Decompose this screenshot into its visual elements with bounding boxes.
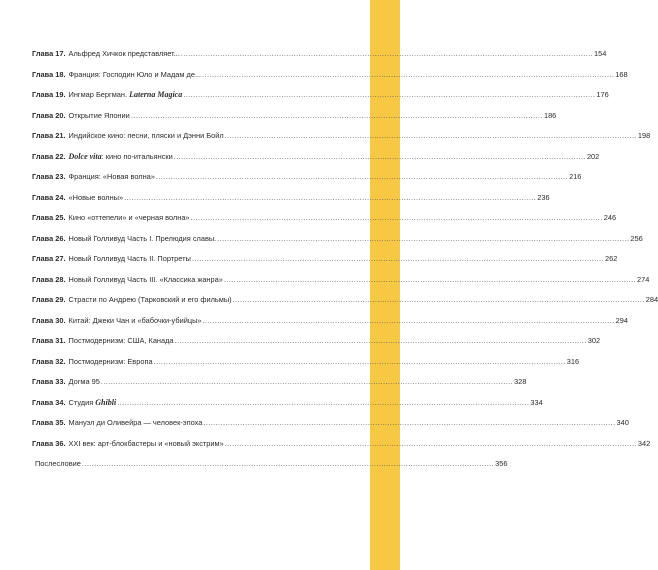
chapter-title-text: Кино «оттепели» и «черная волна» bbox=[68, 213, 190, 222]
chapter-title-text: Страсти по Андрею (Тарковский и его фильмы) bbox=[68, 295, 232, 304]
dot-leader bbox=[224, 275, 636, 284]
chapter-title-text: Ингмар Бергман. bbox=[68, 90, 128, 99]
chapter-title-text: Мануэл ди Оливейра — человек-эпоха bbox=[68, 418, 203, 427]
chapter-title bbox=[69, 70, 202, 79]
chapter-title bbox=[69, 193, 124, 202]
page-number: 262 bbox=[605, 254, 618, 263]
chapter-number: Глава 27. bbox=[32, 254, 66, 263]
page-number: 274 bbox=[637, 274, 650, 284]
chapter-number: Глава 22. bbox=[32, 151, 66, 161]
chapter-title bbox=[69, 336, 174, 345]
chapter-title-emphasis: Laterna Magica bbox=[129, 90, 183, 99]
chapter-title bbox=[69, 234, 217, 243]
chapter-title bbox=[69, 131, 224, 140]
chapter-title-text: «Новые волны» bbox=[68, 192, 124, 202]
toc-entry[interactable] bbox=[32, 254, 618, 275]
chapter-title bbox=[69, 152, 173, 161]
page-number: 328 bbox=[514, 377, 527, 386]
dot-leader bbox=[131, 111, 543, 120]
toc-entry[interactable] bbox=[32, 397, 543, 419]
chapter-number: Глава 32. bbox=[32, 356, 66, 366]
chapter-number: Глава 20. bbox=[32, 110, 66, 120]
page-number: 356 bbox=[495, 459, 508, 468]
dot-leader bbox=[225, 439, 637, 448]
chapter-title-text: Новый Голливуд Часть III. «Классика жанра» bbox=[68, 274, 223, 284]
dot-leader bbox=[217, 234, 629, 243]
chapter-number: Глава 24. bbox=[32, 192, 66, 202]
chapter-number: Глава 35. bbox=[32, 418, 66, 427]
toc-entry[interactable] bbox=[32, 90, 609, 111]
dot-leader bbox=[174, 152, 586, 161]
dot-leader bbox=[181, 49, 593, 58]
chapter-title-text: Догма 95 bbox=[68, 377, 100, 386]
dot-leader bbox=[82, 459, 494, 468]
toc-entry[interactable] bbox=[32, 315, 629, 337]
chapter-number: Глава 34. bbox=[32, 397, 66, 407]
dot-leader bbox=[225, 131, 637, 140]
chapter-title bbox=[69, 398, 117, 407]
dot-leader bbox=[233, 295, 645, 304]
chapter-number: Глава 29. bbox=[32, 295, 66, 304]
toc-entry[interactable] bbox=[32, 336, 601, 357]
chapter-title-emphasis: Ghibli bbox=[95, 397, 117, 407]
page-number: 186 bbox=[543, 110, 557, 120]
page-number: 154 bbox=[594, 49, 607, 58]
chapter-number: Глава 28. bbox=[32, 274, 66, 284]
toc-entry[interactable] bbox=[32, 377, 527, 398]
side-color-strip bbox=[370, 0, 400, 570]
chapter-title-text: Постмодернизм: Европа bbox=[68, 356, 153, 366]
chapter-title-text: Студия bbox=[68, 397, 94, 407]
chapter-title-text: Франция: Господин Юло и Мадам де... bbox=[68, 69, 202, 79]
page-number: 176 bbox=[596, 90, 609, 99]
toc-entry[interactable] bbox=[32, 213, 617, 234]
page-number: 168 bbox=[615, 69, 628, 79]
chapter-number: Глава 23. bbox=[32, 172, 66, 181]
dot-leader bbox=[101, 377, 513, 386]
dot-leader bbox=[203, 418, 615, 427]
dot-leader bbox=[183, 90, 595, 99]
chapter-title-tail: : кино по-итальянски bbox=[101, 151, 173, 161]
toc-entry[interactable] bbox=[32, 49, 607, 70]
chapter-title bbox=[69, 295, 232, 304]
chapter-title-text: XXI век: арт-блокбастеры и «новый экстрим» bbox=[68, 438, 224, 448]
chapter-title bbox=[69, 90, 183, 99]
page-number: 342 bbox=[637, 438, 651, 448]
dot-leader bbox=[202, 70, 614, 79]
chapter-title-text: Новый Голливуд Часть II. Портреты bbox=[68, 254, 191, 263]
dot-leader bbox=[124, 193, 536, 202]
table-of-contents bbox=[32, 49, 658, 480]
dot-leader bbox=[203, 316, 615, 325]
page-number: 284 bbox=[645, 295, 658, 304]
page-number: 198 bbox=[637, 131, 651, 140]
chapter-title bbox=[69, 213, 190, 222]
chapter-title-text: Франция: «Новая волна» bbox=[68, 172, 155, 181]
chapter-number: Глава 30. bbox=[32, 315, 66, 325]
chapter-number: Глава 26. bbox=[32, 233, 66, 243]
toc-entry[interactable] bbox=[32, 274, 650, 296]
dot-leader bbox=[154, 357, 566, 366]
page-number: 334 bbox=[530, 397, 543, 407]
toc-entry[interactable] bbox=[32, 233, 643, 255]
chapter-title-text: Постмодернизм: США, Канада bbox=[68, 336, 174, 345]
toc-entry[interactable] bbox=[32, 172, 582, 193]
chapter-title bbox=[69, 439, 224, 448]
page-number: 294 bbox=[615, 315, 629, 325]
dot-leader bbox=[191, 213, 603, 222]
chapter-title bbox=[69, 357, 153, 366]
dot-leader bbox=[175, 336, 587, 345]
chapter-title-text: Альфред Хичкок представляет... bbox=[68, 49, 180, 58]
toc-entry[interactable] bbox=[32, 69, 628, 91]
page-number: 202 bbox=[586, 151, 600, 161]
dot-leader bbox=[156, 172, 568, 181]
page-number: 316 bbox=[566, 356, 580, 366]
page-number: 216 bbox=[569, 172, 582, 181]
toc-entry[interactable] bbox=[32, 418, 629, 439]
chapter-number: Глава 25. bbox=[32, 213, 66, 222]
chapter-number: Глава 19. bbox=[32, 90, 66, 99]
toc-entry[interactable] bbox=[32, 438, 651, 460]
chapter-number: Глава 18. bbox=[32, 69, 66, 79]
chapter-number: Глава 36. bbox=[32, 438, 66, 448]
chapter-title-text: Новый Голливуд Часть I. Прелюдия славы. bbox=[68, 233, 217, 243]
dot-leader bbox=[192, 254, 604, 263]
chapter-title bbox=[35, 459, 81, 468]
chapter-number: Глава 21. bbox=[32, 131, 66, 140]
chapter-title-text: Открытие Японии bbox=[68, 110, 130, 120]
page-number: 236 bbox=[537, 192, 550, 202]
page-number: 256 bbox=[630, 233, 643, 243]
chapter-title-text: Индийское кино: песни, пляски и Дэнни Бойл bbox=[68, 131, 224, 140]
toc-entry[interactable] bbox=[32, 459, 508, 480]
page-number: 246 bbox=[603, 213, 617, 222]
page-number: 302 bbox=[587, 336, 601, 345]
chapter-number: Глава 33. bbox=[32, 377, 66, 386]
chapter-title-text: Китай: Джеки Чан и «бабочки-убийцы» bbox=[68, 315, 202, 325]
chapter-title bbox=[69, 275, 223, 284]
chapter-number: Глава 17. bbox=[32, 49, 66, 58]
dot-leader bbox=[117, 398, 529, 407]
toc-entry[interactable] bbox=[32, 295, 658, 316]
chapter-title-emphasis: Dolce vita bbox=[68, 151, 102, 161]
chapter-title bbox=[69, 316, 202, 325]
chapter-title bbox=[69, 377, 100, 386]
toc-entry[interactable] bbox=[32, 151, 600, 173]
chapter-title bbox=[69, 172, 155, 181]
chapter-title bbox=[69, 111, 130, 120]
chapter-number: Глава 31. bbox=[32, 336, 66, 345]
page-number: 340 bbox=[616, 418, 629, 427]
toc-entry[interactable] bbox=[32, 110, 557, 132]
toc-entry[interactable] bbox=[32, 356, 580, 378]
toc-entry[interactable] bbox=[32, 192, 550, 214]
chapter-title-text: Послесловие bbox=[35, 459, 81, 468]
toc-entry[interactable] bbox=[32, 131, 651, 152]
chapter-title bbox=[69, 254, 191, 263]
chapter-title bbox=[69, 418, 203, 427]
chapter-title bbox=[69, 49, 180, 58]
